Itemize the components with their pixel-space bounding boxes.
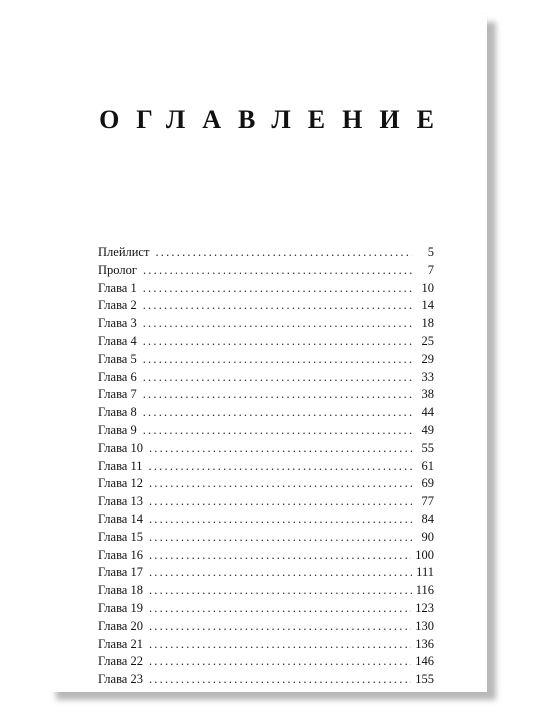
dot-leader (149, 653, 411, 671)
toc-entry-page-number: 38 (421, 387, 434, 402)
toc-entry-page-number: 25 (421, 333, 434, 348)
dot-leader (143, 422, 412, 440)
toc-entry-label: Глава 21 (98, 636, 143, 651)
toc-entry (98, 280, 434, 298)
toc-entry-label: Глава 15 (98, 529, 143, 544)
toc-entry-page-number: 100 (415, 547, 434, 562)
toc-entry (98, 582, 434, 600)
toc-entry-page-number: 116 (415, 583, 434, 598)
dot-leader (143, 333, 412, 351)
dot-leader (143, 280, 412, 298)
toc-title: ОГЛАВЛЕНИЕ (99, 105, 451, 135)
toc-entry-label: Глава 6 (98, 369, 137, 384)
dot-leader (149, 671, 411, 689)
toc-entry (98, 404, 434, 422)
toc-entry-label: Глава 11 (98, 458, 143, 473)
toc-entry (98, 618, 434, 636)
toc-entry (98, 511, 434, 529)
toc-entry (98, 653, 434, 671)
toc-entry-label: Глава 14 (98, 511, 143, 526)
toc-entry-page-number: 18 (421, 316, 434, 331)
toc-entry (98, 333, 434, 351)
toc-entry-page-number: 61 (421, 458, 434, 473)
dot-leader (155, 244, 412, 262)
toc-entry-label: Глава 13 (98, 494, 143, 509)
dot-leader (149, 547, 411, 565)
toc-entry-label: Глава 3 (98, 316, 137, 331)
toc-entry (98, 369, 434, 387)
dot-leader (149, 636, 411, 654)
toc-entry-page-number: 14 (421, 298, 434, 313)
toc-entry-label: Глава 16 (98, 547, 143, 562)
toc-entry (98, 600, 434, 618)
toc-entry (98, 671, 434, 689)
dot-leader (143, 369, 412, 387)
toc-entry-page-number: 146 (415, 654, 434, 669)
toc-entry (98, 475, 434, 493)
toc-entry (98, 262, 434, 280)
toc-entry-label: Плейлист (98, 245, 150, 259)
toc-entry-label: Глава 17 (98, 565, 143, 580)
toc-entry (98, 315, 434, 333)
toc-entry-page-number: 5 (427, 245, 434, 259)
dot-leader (143, 386, 412, 404)
toc-entry-page-number: 77 (421, 494, 434, 509)
toc-entry-label: Глава 9 (98, 422, 137, 437)
toc-entry-label: Глава 7 (98, 387, 137, 402)
dot-leader (149, 475, 412, 493)
dot-leader (149, 511, 412, 529)
toc-entry-label: Глава 8 (98, 405, 137, 420)
dot-leader (143, 315, 412, 333)
dot-leader (149, 618, 411, 636)
toc-entry-page-number: 90 (421, 529, 434, 544)
toc-entry-page-number: 84 (421, 511, 434, 526)
toc-entry-label: Пролог (98, 262, 137, 277)
dot-leader (149, 458, 412, 476)
toc-entry (98, 244, 434, 262)
dot-leader (149, 582, 412, 600)
toc-entry-label: Глава 1 (98, 280, 137, 295)
toc-entry (98, 529, 434, 547)
toc-entry-page-number: 111 (416, 565, 434, 580)
toc-entry (98, 636, 434, 654)
toc-entry (98, 458, 434, 476)
toc-entry (98, 493, 434, 511)
toc-entry (98, 297, 434, 315)
toc-entry-label: Глава 22 (98, 654, 143, 669)
toc-entry (98, 440, 434, 458)
toc-entry (98, 564, 434, 582)
toc-entry-label: Глава 18 (98, 583, 143, 598)
toc-entry (98, 547, 434, 565)
toc-entry-label: Глава 23 (98, 672, 143, 687)
dot-leader (143, 297, 412, 315)
toc-entry-page-number: 136 (415, 636, 434, 651)
toc-entry-page-number: 10 (421, 280, 434, 295)
toc-entry (98, 351, 434, 369)
toc-list (98, 244, 434, 689)
toc-entry-page-number: 69 (421, 476, 434, 491)
toc-entry-page-number: 7 (427, 262, 434, 277)
toc-entry-label: Глава 12 (98, 476, 143, 491)
toc-entry-label: Глава 10 (98, 440, 143, 455)
dot-leader (149, 529, 412, 547)
toc-entry (98, 386, 434, 404)
toc-entry-page-number: 29 (421, 351, 434, 366)
toc-entry-page-number: 44 (421, 405, 434, 420)
toc-entry-label: Глава 2 (98, 298, 137, 313)
book-page (46, 14, 487, 692)
dot-leader (149, 493, 412, 511)
toc-entry-label: Глава 20 (98, 618, 143, 633)
toc-entry-page-number: 130 (415, 618, 434, 633)
toc-entry-label: Глава 4 (98, 333, 137, 348)
dot-leader (149, 440, 412, 458)
toc-entry-label: Глава 19 (98, 600, 143, 615)
toc-entry-page-number: 55 (421, 440, 434, 455)
toc-entry (98, 422, 434, 440)
dot-leader (143, 404, 412, 422)
toc-entry-page-number: 155 (415, 672, 434, 687)
toc-entry-page-number: 33 (421, 369, 434, 384)
toc-entry-page-number: 123 (415, 600, 434, 615)
dot-leader (149, 564, 412, 582)
dot-leader (149, 600, 411, 618)
toc-entry-label: Глава 5 (98, 351, 137, 366)
dot-leader (143, 262, 412, 280)
dot-leader (143, 351, 412, 369)
toc-entry-page-number: 49 (421, 422, 434, 437)
